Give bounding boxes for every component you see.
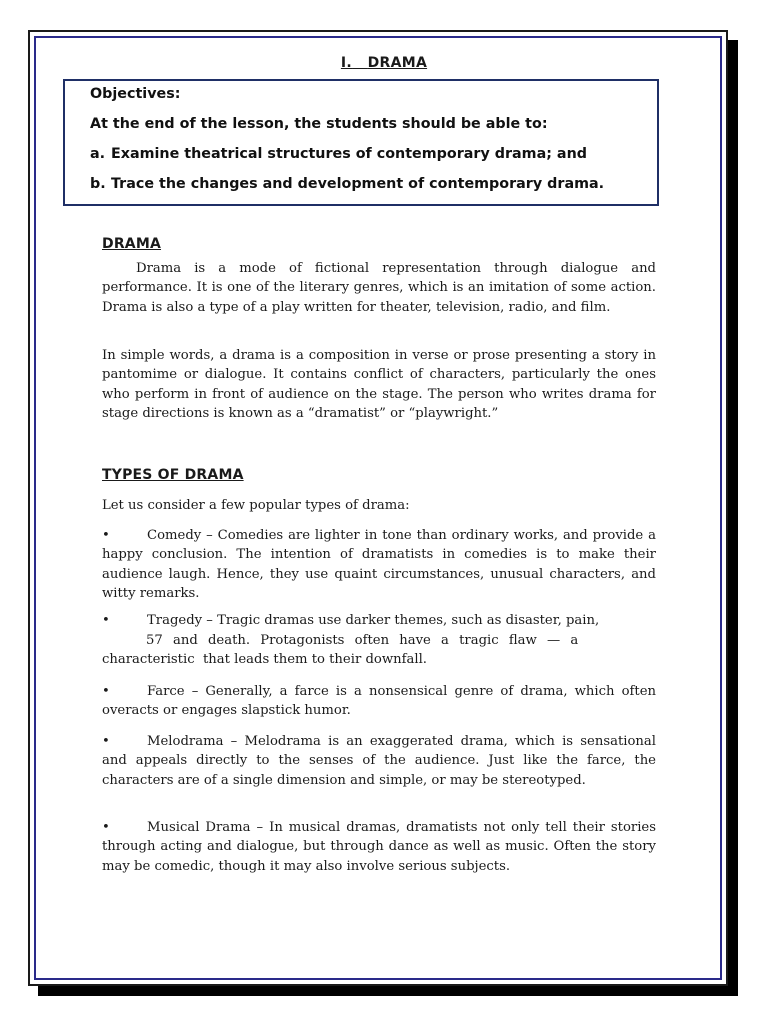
objectives-box (63, 79, 659, 206)
objective-item-a (90, 146, 587, 162)
objectives-heading: Objectives: (90, 86, 181, 102)
bullet-dot: • (102, 528, 110, 543)
bullet-dot: • (102, 684, 110, 699)
bullet-comedy (102, 526, 656, 603)
objectives-intro: At the end of the lesson, the students should be able to: (90, 116, 548, 132)
types-heading: TYPES OF DRAMA (102, 467, 244, 483)
melodrama-text: Melodrama – Melodrama is an exaggerated drama, which is sensational and appeals directly to the senses of the audience. Just like the farce, the characters are of a single dimension and simple, or may be stereotyped. (102, 734, 656, 788)
bullet-dot: • (102, 734, 110, 749)
page-title (0, 55, 768, 71)
title-text: DRAMA (367, 55, 428, 71)
farce-text: Farce – Generally, a farce is a nonsensical genre of drama, which often overacts or engages slapstick humor. (102, 684, 656, 719)
tragedy-line-2: 57 and death. Protagonists often have a tragic flaw — a (146, 633, 579, 648)
tragedy-line-3: characteristic that leads them to their downfall. (102, 652, 427, 667)
objective-marker-a: a. (90, 146, 106, 162)
drama-paragraph-2: In simple words, a drama is a composition in verse or prose presenting a story in pantomime or dialogue. It contains conflict of characters, particularly the ones who perform in front of audience on the stage. The person who writes drama for stage directions is known as a “dramatist” or “playwright.” (102, 348, 656, 421)
comedy-text: Comedy – Comedies are lighter in tone than ordinary works, and provide a happy conclusion. The intention of dramatists in comedies is to make their audience laugh. Hence, they use quaint circumstances, unusual characters, and witty remarks. (102, 528, 656, 601)
bullet-farce (102, 682, 656, 721)
bullet-dot: • (102, 820, 110, 835)
drama-paragraph-1: Drama is a mode of fictional representation through dialogue and performance. It is one of the literary genres, which is an imitation of some action. Drama is also a type of a play written for theater, television, radio, and film. (102, 261, 656, 315)
bullet-tragedy (102, 613, 672, 628)
objective-text-b: Trace the changes and development of contemporary drama. (111, 176, 605, 192)
bullet-musical-drama (102, 818, 656, 876)
bullet-dot: • (102, 613, 110, 628)
tragedy-line-1: Tragedy – Tragic dramas use darker themes, such as disaster, pain, (147, 613, 600, 628)
objective-item-b (90, 176, 604, 192)
musical-drama-text: Musical Drama – In musical dramas, dramatists not only tell their stories through acting and dialogue, but through dance as well as music. Often the story may be comedic, though it may also involve serious subjects. (102, 820, 656, 874)
title-numeral: I. (340, 55, 353, 71)
types-intro: Let us consider a few popular types of drama: (102, 498, 410, 513)
drama-heading: DRAMA (102, 236, 162, 252)
bullet-melodrama (102, 732, 656, 790)
objective-marker-b: b. (90, 176, 106, 192)
objective-text-a: Examine theatrical structures of contemporary drama; and (111, 146, 587, 162)
